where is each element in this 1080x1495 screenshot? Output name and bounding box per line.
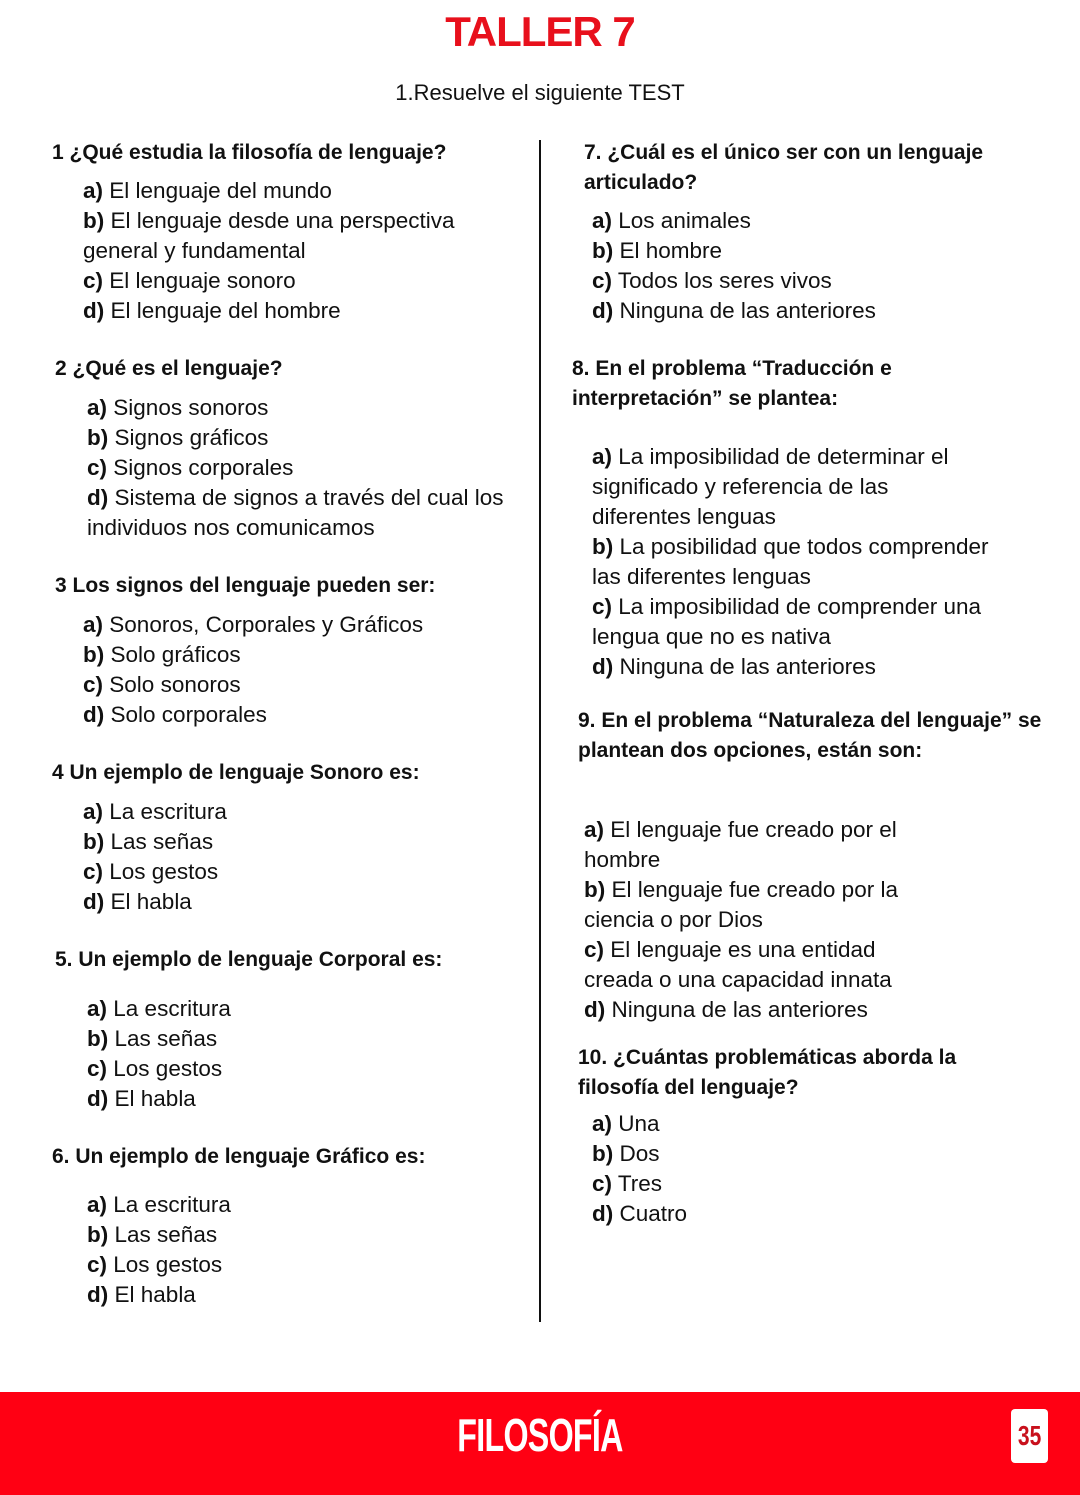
instruction: 1.Resuelve el siguiente TEST bbox=[395, 80, 685, 105]
option-text: Los animales bbox=[618, 208, 751, 233]
option-text: Las señas bbox=[114, 1026, 218, 1051]
option-a[interactable] bbox=[87, 393, 517, 423]
option-text: Solo sonoros bbox=[109, 672, 241, 697]
option-text: El lenguaje fue creado por el hombre bbox=[584, 817, 897, 872]
question-5-text: 5. Un ejemplo de lenguaje Corporal es: bbox=[55, 948, 443, 971]
option-letter: d) bbox=[592, 1201, 614, 1226]
option-d[interactable] bbox=[87, 483, 517, 543]
option-letter: d) bbox=[87, 485, 109, 510]
option-text: La imposibilidad de comprender una lengua que no es nativa bbox=[592, 594, 982, 649]
option-text: La escritura bbox=[113, 996, 231, 1021]
option-text: Todos los seres vivos bbox=[617, 268, 832, 293]
question-2-text: 2 ¿Qué es el lenguaje? bbox=[55, 357, 283, 380]
option-letter: c) bbox=[592, 594, 613, 619]
option-text: Ninguna de las anteriores bbox=[619, 654, 876, 679]
option-b[interactable] bbox=[87, 1024, 517, 1054]
option-text: Ninguna de las anteriores bbox=[611, 997, 868, 1022]
option-d[interactable] bbox=[592, 1199, 1022, 1229]
option-letter: b) bbox=[83, 208, 105, 233]
question-10-options bbox=[592, 1109, 1022, 1229]
option-c[interactable] bbox=[592, 1169, 1022, 1199]
option-letter: b) bbox=[592, 534, 614, 559]
question-3-options bbox=[83, 610, 513, 730]
option-d[interactable] bbox=[584, 995, 934, 1025]
option-text: El lenguaje del hombre bbox=[110, 298, 341, 323]
option-text: Los gestos bbox=[109, 859, 219, 884]
option-d[interactable] bbox=[83, 700, 513, 730]
option-text: El lenguaje del mundo bbox=[109, 178, 332, 203]
option-c[interactable] bbox=[584, 935, 934, 995]
question-7-options bbox=[592, 206, 1022, 326]
question-5-options bbox=[87, 994, 517, 1114]
option-letter: d) bbox=[592, 298, 614, 323]
option-a[interactable] bbox=[83, 797, 513, 827]
option-d[interactable] bbox=[83, 296, 503, 326]
question-9-text: 9. En el problema “Naturaleza del lenguaje” se plantean dos opciones, están son: bbox=[578, 709, 1042, 762]
option-letter: c) bbox=[83, 859, 104, 884]
option-text: La posibilidad que todos comprender las diferentes lenguas bbox=[592, 534, 989, 589]
option-text: La escritura bbox=[109, 799, 227, 824]
option-d[interactable] bbox=[87, 1280, 517, 1310]
option-text: El hombre bbox=[619, 238, 723, 263]
option-text: Ninguna de las anteriores bbox=[619, 298, 876, 323]
question-4-text: 4 Un ejemplo de lenguaje Sonoro es: bbox=[52, 761, 420, 784]
option-text: El habla bbox=[110, 889, 192, 914]
option-text: Cuatro bbox=[619, 1201, 688, 1226]
option-text: La escritura bbox=[113, 1192, 231, 1217]
option-letter: c) bbox=[592, 1171, 613, 1196]
option-b[interactable] bbox=[592, 1139, 1022, 1169]
option-c[interactable] bbox=[83, 670, 513, 700]
option-letter: d) bbox=[87, 1086, 109, 1111]
option-a[interactable] bbox=[592, 1109, 1022, 1139]
option-letter: d) bbox=[584, 997, 606, 1022]
option-letter: a) bbox=[83, 799, 104, 824]
option-d[interactable] bbox=[592, 296, 1022, 326]
column-divider bbox=[539, 140, 541, 1322]
option-letter: b) bbox=[87, 1222, 109, 1247]
option-letter: c) bbox=[87, 1056, 108, 1081]
option-text: El lenguaje fue creado por la ciencia o por Dios bbox=[584, 877, 898, 932]
option-text: La imposibilidad de determinar el significado y referencia de las diferentes lenguas bbox=[592, 444, 949, 529]
option-text: Los gestos bbox=[113, 1252, 223, 1277]
option-letter: c) bbox=[83, 672, 104, 697]
option-b[interactable] bbox=[83, 827, 513, 857]
option-b[interactable] bbox=[87, 1220, 517, 1250]
option-letter: a) bbox=[592, 208, 613, 233]
option-c[interactable] bbox=[592, 266, 1022, 296]
option-b[interactable] bbox=[83, 640, 513, 670]
option-c[interactable] bbox=[83, 857, 513, 887]
option-c[interactable] bbox=[87, 1054, 517, 1084]
option-text: El lenguaje sonoro bbox=[109, 268, 296, 293]
option-a[interactable] bbox=[83, 176, 503, 206]
question-6-options bbox=[87, 1190, 517, 1310]
question-9-options bbox=[584, 815, 934, 1025]
option-text: Signos gráficos bbox=[114, 425, 269, 450]
option-b[interactable] bbox=[592, 532, 992, 592]
option-c[interactable] bbox=[87, 1250, 517, 1280]
option-a[interactable] bbox=[83, 610, 513, 640]
option-text: Dos bbox=[619, 1141, 660, 1166]
option-letter: c) bbox=[592, 268, 613, 293]
option-letter: c) bbox=[83, 268, 104, 293]
question-1-text: 1 ¿Qué estudia la filosofía de lenguaje? bbox=[52, 141, 447, 164]
option-a[interactable] bbox=[592, 442, 992, 532]
question-7-text: 7. ¿Cuál es el único ser con un lenguaje articulado? bbox=[584, 141, 984, 194]
option-text: Las señas bbox=[110, 829, 214, 854]
option-d[interactable] bbox=[87, 1084, 517, 1114]
option-c[interactable] bbox=[592, 592, 992, 652]
footer bbox=[0, 1392, 1080, 1495]
option-letter: d) bbox=[87, 1282, 109, 1307]
page-number: 35 bbox=[1011, 1409, 1048, 1463]
subject-label: FILOSOFÍA bbox=[457, 1409, 623, 1461]
option-letter: b) bbox=[87, 425, 109, 450]
option-text: El habla bbox=[114, 1086, 196, 1111]
question-8-text: 8. En el problema “Traducción e interpretación” se plantea: bbox=[572, 357, 892, 410]
option-letter: a) bbox=[584, 817, 605, 842]
question-1-options bbox=[83, 176, 503, 326]
option-text: Sonoros, Corporales y Gráficos bbox=[109, 612, 424, 637]
option-text: Signos sonoros bbox=[113, 395, 269, 420]
option-letter: a) bbox=[87, 996, 108, 1021]
option-letter: b) bbox=[87, 1026, 109, 1051]
question-8-options bbox=[592, 442, 992, 682]
option-letter: b) bbox=[592, 1141, 614, 1166]
question-2-options bbox=[87, 393, 517, 543]
option-letter: a) bbox=[83, 178, 104, 203]
option-b[interactable] bbox=[584, 875, 934, 935]
option-text: Una bbox=[618, 1111, 660, 1136]
option-letter: c) bbox=[87, 1252, 108, 1277]
option-c[interactable] bbox=[83, 266, 503, 296]
option-letter: a) bbox=[87, 395, 108, 420]
option-text: Las señas bbox=[114, 1222, 218, 1247]
option-text: Sistema de signos a través del cual los individuos nos comunicamos bbox=[87, 485, 504, 540]
option-letter: b) bbox=[584, 877, 606, 902]
question-10-text: 10. ¿Cuántas problemáticas aborda la filosofía del lenguaje? bbox=[578, 1046, 957, 1099]
option-text: El lenguaje es una entidad creada o una capacidad innata bbox=[584, 937, 892, 992]
option-letter: c) bbox=[584, 937, 605, 962]
option-b[interactable] bbox=[83, 206, 503, 266]
question-3-text: 3 Los signos del lenguaje pueden ser: bbox=[55, 574, 436, 597]
page-title: TALLER 7 bbox=[445, 8, 635, 55]
option-letter: d) bbox=[83, 889, 105, 914]
option-a[interactable] bbox=[584, 815, 934, 875]
option-text: Tres bbox=[617, 1171, 663, 1196]
question-6-text: 6. Un ejemplo de lenguaje Gráfico es: bbox=[52, 1145, 426, 1168]
option-text: Los gestos bbox=[113, 1056, 223, 1081]
option-letter: b) bbox=[83, 829, 105, 854]
option-letter: a) bbox=[83, 612, 104, 637]
option-a[interactable] bbox=[592, 206, 1022, 236]
option-letter: c) bbox=[87, 455, 108, 480]
option-a[interactable] bbox=[87, 1190, 517, 1220]
option-text: Solo corporales bbox=[110, 702, 267, 727]
option-b[interactable] bbox=[592, 236, 1022, 266]
option-letter: d) bbox=[592, 654, 614, 679]
option-d[interactable] bbox=[592, 652, 992, 682]
option-letter: b) bbox=[83, 642, 105, 667]
option-letter: a) bbox=[592, 444, 613, 469]
option-letter: a) bbox=[592, 1111, 613, 1136]
option-b[interactable] bbox=[87, 423, 517, 453]
option-text: El habla bbox=[114, 1282, 196, 1307]
option-letter: a) bbox=[87, 1192, 108, 1217]
option-text: Signos corporales bbox=[113, 455, 294, 480]
option-letter: d) bbox=[83, 702, 105, 727]
option-a[interactable] bbox=[87, 994, 517, 1024]
option-c[interactable] bbox=[87, 453, 517, 483]
option-text: El lenguaje desde una perspectiva general y fundamental bbox=[83, 208, 455, 263]
option-letter: d) bbox=[83, 298, 105, 323]
question-4-options bbox=[83, 797, 513, 917]
option-d[interactable] bbox=[83, 887, 513, 917]
option-text: Solo gráficos bbox=[110, 642, 241, 667]
option-letter: b) bbox=[592, 238, 614, 263]
